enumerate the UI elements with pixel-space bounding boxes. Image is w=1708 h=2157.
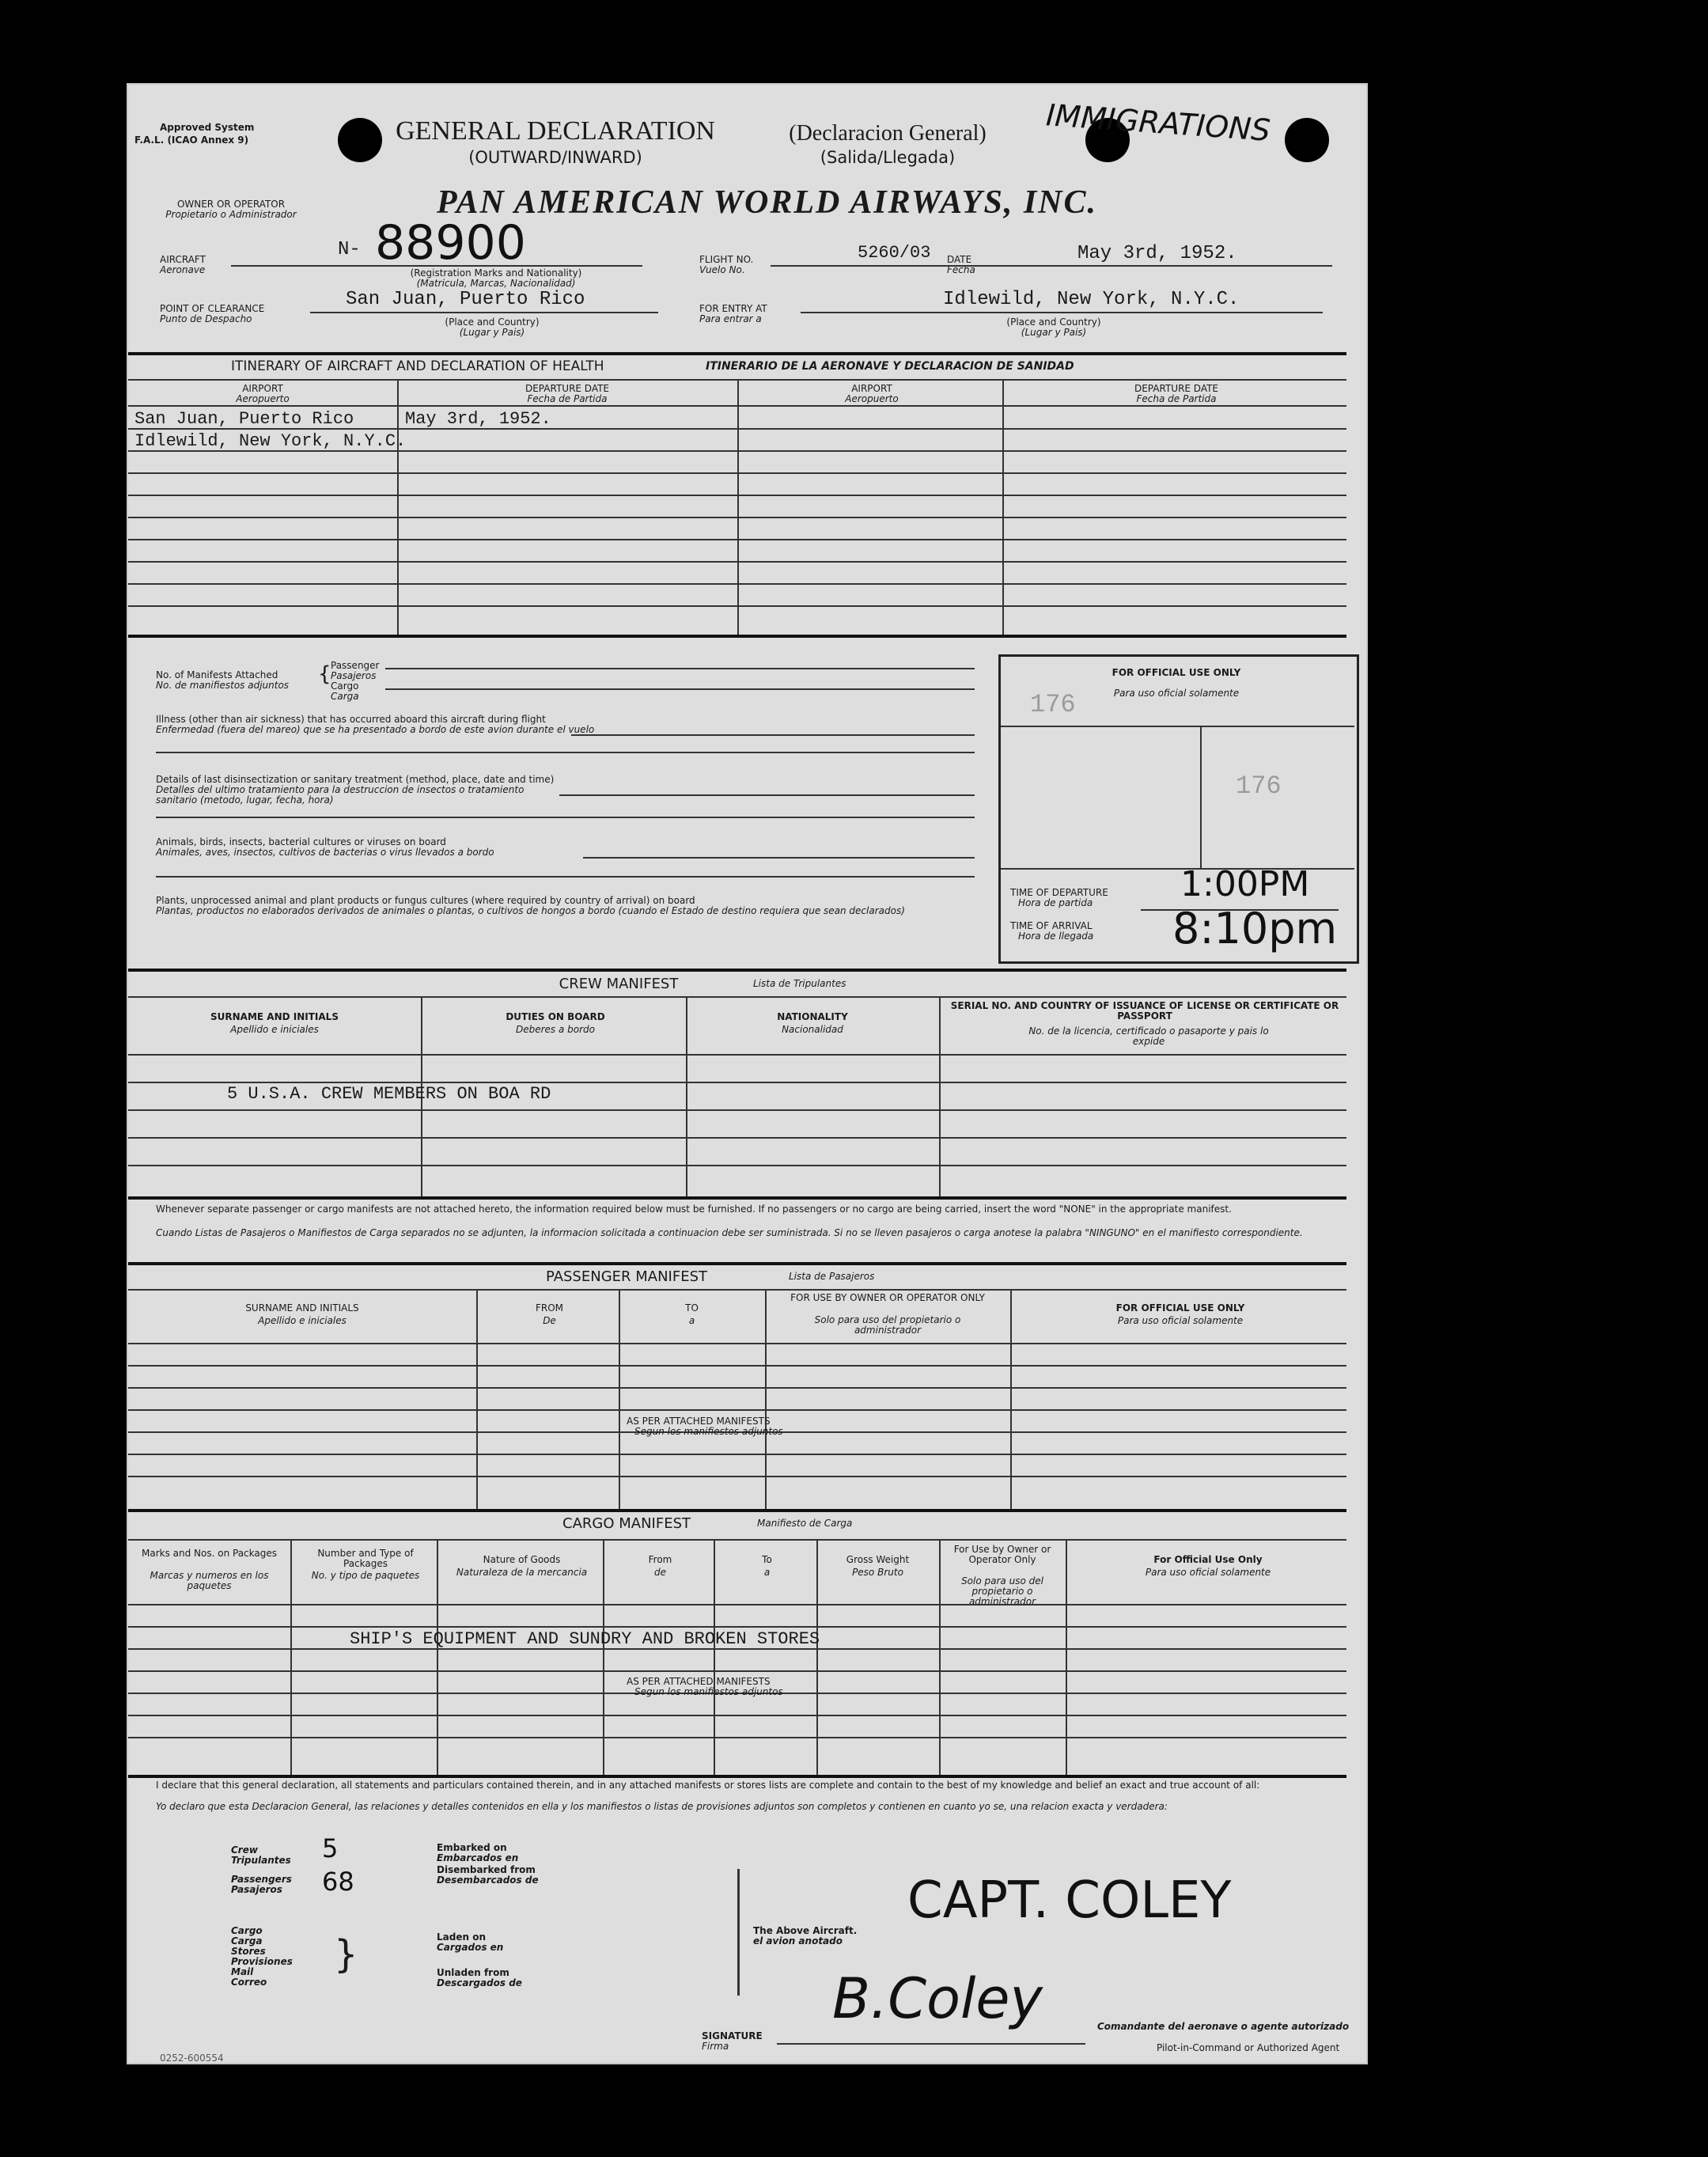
- itin-col-airport-es: Aeropuerto: [236, 393, 290, 404]
- cargo-list-5: Correo: [231, 1977, 267, 1988]
- signature-label: SIGNATURE: [702, 2030, 763, 2041]
- cargo-col-marks: Marks and Nos. on Packages: [142, 1548, 277, 1559]
- flight-label-es: Vuelo No.: [699, 264, 745, 275]
- reg-label: (Registration Marks and Nationality): [410, 267, 582, 279]
- passenger-title: PASSENGER MANIFEST: [545, 1268, 708, 1285]
- commander-label-es: Comandante del aeronave o agente autorizado: [1097, 2021, 1350, 2032]
- manifests-label-es: No. de manifiestos adjuntos: [156, 680, 290, 691]
- itin-row-1-date: May 3rd, 1952.: [405, 409, 551, 429]
- aircraft-prefix: N-: [338, 239, 361, 260]
- punch-hole: [338, 118, 382, 162]
- pax-col-from-es: De: [543, 1315, 556, 1326]
- date-value: May 3rd, 1952.: [1077, 243, 1237, 264]
- cargo-col-owner-es: Solo para uso del propietario o administrador: [961, 1575, 1043, 1607]
- owner-label: OWNER OR OPERATOR: [176, 199, 286, 210]
- itin-col-airport-2: AIRPORT: [851, 383, 892, 394]
- passenger-title-es: Lista de Pasajeros: [789, 1271, 875, 1282]
- cargo-col-number-es: No. y tipo de paquetes: [311, 1570, 420, 1581]
- cargo-col-marks-es: Marcas y numeros en los paquetes: [150, 1570, 269, 1591]
- declaration-text: I declare that this general declaration, all statements and particulars contained therein, and in any attached manifests or stores lists are complete and contain to the best of my knowledge and belief an exact and true account of all:: [156, 1780, 1260, 1791]
- date-label: DATE: [947, 254, 972, 265]
- disembarked-label-es: Desembarcados de: [437, 1875, 539, 1886]
- immigrations-stamp: IMMIGRATIONS: [1044, 97, 1272, 148]
- passenger-label: Passenger: [331, 660, 380, 671]
- crew-col-surname-es: Apellido e iniciales: [230, 1024, 319, 1035]
- pax-col-to: TO: [685, 1302, 699, 1314]
- animals-label: Animals, birds, insects, bacterial cultures or viruses on board: [156, 836, 446, 847]
- cargo-label: Cargo: [331, 680, 359, 692]
- itin-col-date-2-es: Fecha de Partida: [1136, 393, 1217, 404]
- crew-count-label-es: Tripulantes: [231, 1855, 291, 1866]
- official-label-es: Para uso oficial solamente: [1113, 688, 1240, 699]
- illness-label-es: Enfermedad (fuera del mareo) que se ha presentado a bordo de este avion durante el vuelo: [156, 724, 595, 735]
- disinsect-label: Details of last disinsectization or sanitary treatment (method, place, date and time): [156, 774, 555, 785]
- itin-col-date: DEPARTURE DATE: [525, 383, 610, 394]
- clearance-sub-es: (Lugar y Pais): [459, 327, 525, 338]
- cargo-col-owner: For Use by Owner or Operator Only: [953, 1544, 1051, 1565]
- pax-col-from: FROM: [535, 1302, 564, 1314]
- cargo-title-es: Manifiesto de Carga: [757, 1518, 853, 1529]
- owner-label-es: Propietario o Administrador: [165, 209, 297, 220]
- arrival-time-label-es: Hora de llegada: [1018, 931, 1094, 942]
- date-label-es: Fecha: [947, 264, 975, 275]
- itin-col-date-es: Fecha de Partida: [527, 393, 608, 404]
- entry-sub: (Place and Country): [1006, 317, 1101, 328]
- cargo-list-2: Stores: [231, 1946, 266, 1957]
- entry-label-es: Para entrar a: [699, 313, 762, 324]
- disembarked-label: Disembarked from: [437, 1864, 536, 1875]
- crew-col-nationality: NATIONALITY: [777, 1011, 848, 1022]
- plants-label-es: Plantas, productos no elaborados derivados de animales o plantas, o cultivos de hongos a bordo (cuando el Estado de destino requiera que sean declarados): [156, 905, 905, 916]
- clearance-value: San Juan, Puerto Rico: [346, 289, 585, 310]
- crew-count: 5: [322, 1833, 339, 1863]
- arrival-time: 8:10pm: [1172, 904, 1338, 953]
- cargo-col-official: For Official Use Only: [1153, 1554, 1263, 1565]
- aircraft-label-es: Aeronave: [160, 264, 206, 275]
- cargo-col-from: From: [648, 1554, 672, 1565]
- cargo-entry: SHIP'S EQUIPMENT AND SUNDRY AND BROKEN STORES: [350, 1629, 820, 1649]
- laden-label: Laden on: [437, 1931, 486, 1943]
- pax-col-surname: SURNAME AND INITIALS: [245, 1302, 359, 1314]
- itin-col-airport: AIRPORT: [242, 383, 283, 394]
- itin-row-2-airport: Idlewild, New York, N.Y.C.: [134, 431, 407, 451]
- unladen-label-es: Descargados de: [437, 1977, 522, 1988]
- crew-col-serial: SERIAL NO. AND COUNTRY OF ISSUANCE OF LICENSE OR CERTIFICATE OR PASSPORT: [950, 1000, 1339, 1022]
- owner-value: PAN AMERICAN WORLD AIRWAYS, INC.: [437, 184, 1098, 221]
- crew-col-surname: SURNAME AND INITIALS: [210, 1011, 339, 1022]
- cargo-list-1: Carga: [231, 1935, 263, 1947]
- itin-col-date-2: DEPARTURE DATE: [1134, 383, 1219, 394]
- arrival-time-label: TIME OF ARRIVAL: [1010, 920, 1093, 931]
- departure-time-label-es: Hora de partida: [1018, 897, 1093, 908]
- cargo-col-from-es: de: [654, 1567, 666, 1578]
- animals-label-es: Animales, aves, insectos, cultivos de bacterias o virus llevados a bordo: [156, 847, 494, 858]
- commander-label: Pilot-in-Command or Authorized Agent: [1157, 2042, 1340, 2053]
- entry-label: FOR ENTRY AT: [699, 303, 767, 314]
- clearance-label: POINT OF CLEARANCE: [160, 303, 265, 314]
- official-stamp-2: 176: [1236, 771, 1282, 801]
- form-subtitle: (OUTWARD/INWARD): [468, 148, 642, 167]
- pax-col-surname-es: Apellido e iniciales: [258, 1315, 347, 1326]
- cargo-col-to: To: [762, 1554, 772, 1565]
- manifests-label: No. of Manifests Attached: [156, 669, 278, 680]
- crew-entry: 5 U.S.A. CREW MEMBERS ON BOA RD: [227, 1084, 551, 1104]
- crew-col-duties-es: Deberes a bordo: [515, 1024, 596, 1035]
- entry-value: Idlewild, New York, N.Y.C.: [943, 289, 1240, 310]
- pax-col-official-es: Para uso oficial solamente: [1117, 1315, 1244, 1326]
- clearance-sub: (Place and Country): [445, 317, 540, 328]
- form-title: GENERAL DECLARATION: [396, 116, 715, 146]
- cargo-list-3: Provisiones: [231, 1956, 293, 1967]
- above-aircraft-label: The Above Aircraft.: [753, 1925, 858, 1936]
- cargo-list-0: Cargo: [231, 1925, 263, 1936]
- clearance-label-es: Punto de Despacho: [160, 313, 252, 324]
- unladen-label: Unladen from: [437, 1967, 509, 1978]
- cargo-col-to-es: a: [763, 1567, 771, 1578]
- aircraft-label: AIRCRAFT: [160, 254, 206, 265]
- embarked-label-es: Embarcados en: [437, 1852, 519, 1863]
- punch-hole: [1285, 118, 1329, 162]
- laden-label-es: Cargados en: [437, 1942, 504, 1953]
- entry-sub-es: (Lugar y Pais): [1021, 327, 1087, 338]
- notice-text: Whenever separate passenger or cargo manifests are not attached hereto, the information required below must be furnished. If no passengers or no cargo are being carried, insert the word "NONE" in the appropriate manifest.: [156, 1204, 1232, 1215]
- official-label: FOR OFFICIAL USE ONLY: [1112, 667, 1241, 678]
- itinerary-title-es: ITINERARIO DE LA AERONAVE Y DECLARACION DE SANIDAD: [706, 360, 1074, 373]
- flight-number: 5260/03: [858, 243, 931, 263]
- above-aircraft-label-es: el avion anotado: [753, 1935, 843, 1947]
- passenger-count: 68: [322, 1867, 354, 1897]
- cargo-col-weight: Gross Weight: [846, 1554, 910, 1565]
- cargo-col-weight-es: Peso Bruto: [852, 1567, 903, 1578]
- departure-time-label: TIME OF DEPARTURE: [1010, 887, 1108, 898]
- cargo-title: CARGO MANIFEST: [562, 1515, 691, 1532]
- pax-col-owner-es: Solo para uso del propietario o administrador: [814, 1314, 961, 1336]
- plants-label: Plants, unprocessed animal and plant products or fungus cultures (where required by country of arrival) on board: [156, 895, 695, 906]
- cargo-col-nature-es: Naturaleza de la mercancia: [456, 1567, 588, 1578]
- form-subtitle-es: (Salida/Llegada): [820, 148, 956, 167]
- illness-label: Illness (other than air sickness) that has occurred aboard this aircraft during flight: [156, 714, 546, 725]
- form-number: 0252-600554: [160, 2053, 224, 2064]
- declaration-text-es: Yo declaro que esta Declaracion General, las relaciones y detalles contenidos en ella y los manifiestos o listas de provisiones adjuntos son completos y contienen en cuanto yo se, una relacion exacta y verdadera:: [156, 1801, 1168, 1812]
- disinsect-label-es: Detalles del ultimo tratamiento para la destruccion de insectos o tratamiento sanitario (metodo, lugar, fecha, hora): [156, 784, 525, 806]
- passenger-label-es: Pasajeros: [331, 670, 377, 681]
- crew-col-nationality-es: Nacionalidad: [782, 1024, 843, 1035]
- itinerary-title: ITINERARY OF AIRCRAFT AND DECLARATION OF HEALTH: [231, 358, 604, 374]
- pax-attached-es: Segun los manifiestos adjuntos: [634, 1426, 783, 1437]
- pax-col-official: FOR OFFICIAL USE ONLY: [1115, 1302, 1245, 1314]
- form-title-es: (Declaracion General): [789, 121, 987, 146]
- cargo-attached-es: Segun los manifiestos adjuntos: [634, 1686, 783, 1697]
- embarked-label: Embarked on: [437, 1842, 507, 1853]
- departure-time: 1:00PM: [1180, 864, 1310, 904]
- cargo-col-number: Number and Type of Packages: [317, 1548, 414, 1569]
- notice-text-es: Cuando Listas de Pasajeros o Manifiestos de Carga separados no se adjunten, la informacion solicitada a continuacion debe ser suministrada. Si no se lleven pasajeros o carga anotese la palabra "NINGUNO" en el manifiesto correspondiente.: [156, 1227, 1303, 1238]
- passenger-count-label: Passengers: [231, 1874, 292, 1885]
- pax-attached: AS PER ATTACHED MANIFESTS: [627, 1416, 771, 1427]
- cargo-col-official-es: Para uso oficial solamente: [1145, 1567, 1271, 1578]
- crew-col-serial-es: No. de la licencia, certificado o pasaporte y pais lo expide: [1028, 1025, 1269, 1047]
- captain-signature: B.Coley: [832, 1966, 1043, 2031]
- cargo-list-4: Mail: [231, 1966, 254, 1977]
- signature-label-es: Firma: [702, 2041, 729, 2052]
- captain-name: CAPT. COLEY: [907, 1871, 1232, 1930]
- crew-col-duties: DUTIES ON BOARD: [506, 1011, 605, 1022]
- passenger-count-label-es: Pasajeros: [231, 1884, 282, 1895]
- flight-label: FLIGHT NO.: [699, 254, 754, 265]
- pax-col-to-es: a: [688, 1315, 695, 1326]
- crew-count-label: Crew: [231, 1844, 258, 1856]
- cargo-col-nature: Nature of Goods: [483, 1554, 561, 1565]
- cargo-label-es: Carga: [331, 691, 359, 702]
- pax-col-owner: FOR USE BY OWNER OR OPERATOR ONLY: [790, 1292, 985, 1303]
- itin-col-airport-2-es: Aeropuerto: [845, 393, 899, 404]
- reg-label-es: (Matricula, Marcas, Nacionalidad): [416, 278, 576, 289]
- icao-line: F.A.L. (ICAO Annex 9): [134, 135, 249, 146]
- system-line: Approved System: [160, 122, 255, 133]
- declaration-form: Approved System F.A.L. (ICAO Annex 9) GENERAL DECLARATION (OUTWARD/INWARD) (Declaracion General) (Salida/Llegada) IMMIGRATIONS OWNER OR OPERATOR Propietario o Administrador PAN AMERICAN WORLD AIRWAYS, INC. AIRCRAFT Aeronave N- 88900 (Registration Marks and Nationality) (Matricula, Marcas, Nacionalidad) FLIGHT NO. Vuelo No. 5260/03 DATE Fecha May 3rd, 1952. POINT OF CLEARANCE Punto de Despacho San Juan, Puerto Rico (Place and Country) (Lugar y Pais) FOR ENTRY AT Para entrar a Idlewild, New York, N.Y.C. (Place and Country) (Lugar y Pais) ITINERARY OF AIRCRAFT AND DECLARATION OF HEALTH ITINERARIO DE LA AERONAVE Y DECLARACION DE SANIDAD AIRPORT Aeropuerto DEPARTURE DATE Fecha de Partida AIRPORT Aeropuerto DEPARTURE DATE Fecha de Partida San Juan, Puerto Rico May 3rd, 1952. Idlewild, New York, N.Y.C. No. of Manifests Attached No. de manifiestos adjuntos { Passenger Pasajeros Cargo Carga Illness (other than air sickness) that has occurred aboard this aircraft during flight Enfermedad (fuera del mareo) que se ha presentado a bordo de este avion durante el vuelo Details of last disinsectization or sanitary treatment (method, place, date and time) Detalles del ultimo tratamiento para la destruccion de insectos o tratamiento sanitario (metodo, lugar, fecha, hora) Animals, birds, insects, bacterial cultures or viruses on board Animales, aves, insectos, cultivos de bacterias o virus llevados a bordo Plants, unprocessed animal and plant products or fungus cultures (where required by country of arrival) on board Plantas, productos no elaborados derivados de animales o plantas, o cultivos de hongos a bordo (cuando el Estado de destino requiera que sean declarados) FOR OFFICIAL USE ONLY Para uso oficial solamente 176 176 TIME OF DEPARTURE Hora de partida 1:00PM TIME OF ARRIVAL Hora de llegada 8:10pm CREW MANIFEST Lista de Tripulantes SURNAME AND INITIALS Apellido e iniciales DUTIES ON BOARD Deberes a bordo NATIONALITY Nacionalidad SERIAL NO. AND COUNTRY OF ISSUANCE OF LICENSE OR CERTIFICATE OR PASSPORT No. de la licencia, certificado o pasaporte y pais lo expide 5 U.S.A. CREW MEMBERS ON BOA RD Whenever separate passenger or cargo manifests are not attached hereto, the information required below must be furnished. If no passengers or no cargo are being carried, insert the word "NONE" in the appropriate manifest. Cuando Listas de Pasajeros o Manifiestos de Carga separados no se adjunten, la informacion solicitada a continuacion debe ser suministrada. Si no se lleven pasajeros o carga anotese la palabra "NINGUNO" en el manifiesto correspondiente. PASSENGER MANIFEST Lista de Pasajeros SURNAME AND INITIALS Apellido e iniciales FROM De TO a FOR USE BY OWNER OR OPERATOR ONLY Solo para uso del propietario o administrador FOR OFFICIAL USE ONLY Para uso oficial solamente AS PER ATTACHED MANIFESTS Segun los manifiestos adjuntos CARGO MANIFEST Manifiesto de Carga Marks and Nos. on Packages Marcas y numeros en los paquetes Number and Type of Packages No. y tipo de paquetes Nature of Goods Naturaleza de la mercancia From de To a Gross Weight Peso Bruto For Use by Owner or Operator Only Solo para uso del propietario o administrador For Official Use Only Para uso oficial solamente SHIP'S EQUIPMENT AND SUNDRY AND BROKEN STORES AS PER ATTACHED MANIFESTS Segun los manifiestos adjuntos I declare that this general declaration, all statements and particulars contained therein, and in any attached manifests or stores lists are complete and contain to the best of my knowledge and belief an exact and true account of all: Yo declaro que esta Declaracion General, las relaciones y detalles contenidos en ella y los manifiestos o listas de provisiones adjuntos son completos y contienen en cuanto yo se, una relacion exacta y verdadera: Crew Tripulantes 5 Passengers Pasajeros 68 Embarked on Embarcados en Disembarked from Desembarcados de Cargo Carga Stores Provisiones Mail Correo } Laden on Cargados en Unladen from Descargados de The Above Aircraft. el avion anotado CAPT. COLEY SIGNATURE Firma B.Coley Comandante del aeronave o agente autorizado Pilot-in-Command or Authorized Agent 0252-600554: [127, 83, 1368, 2064]
- itin-row-1-airport: San Juan, Puerto Rico: [134, 409, 354, 429]
- cargo-attached: AS PER ATTACHED MANIFESTS: [627, 1676, 771, 1687]
- aircraft-number: 88900: [375, 215, 526, 271]
- crew-title-es: Lista de Tripulantes: [753, 978, 846, 989]
- official-stamp-1: 176: [1030, 690, 1076, 719]
- crew-title: CREW MANIFEST: [559, 976, 679, 992]
